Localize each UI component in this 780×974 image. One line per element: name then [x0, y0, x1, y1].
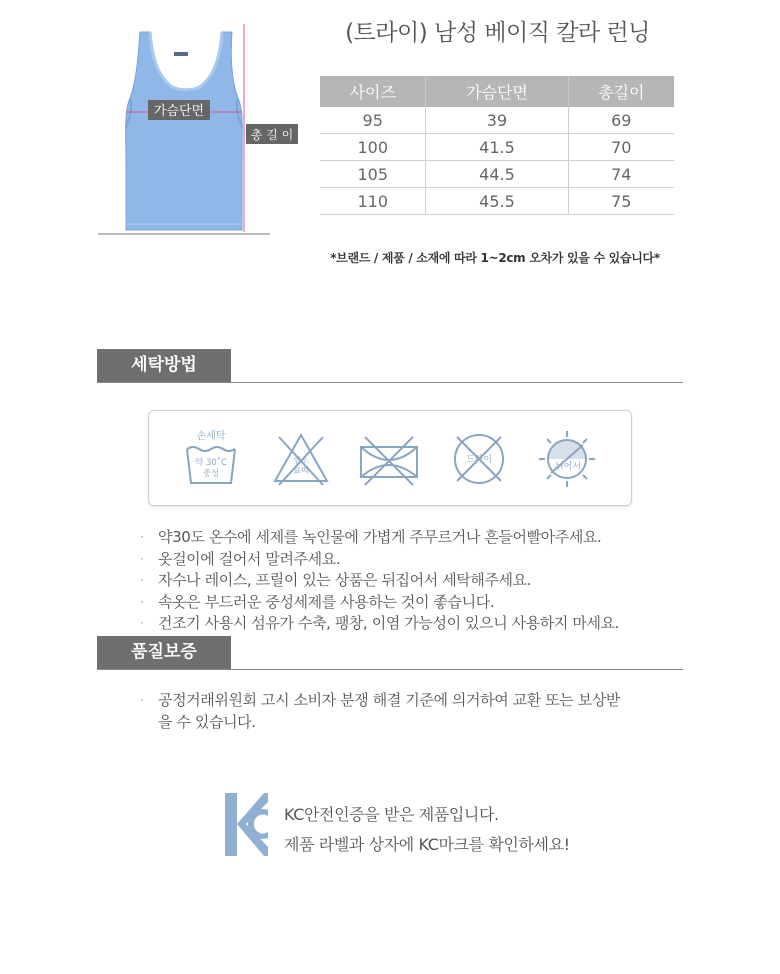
column-header: 총길이	[568, 76, 674, 107]
kc-notice-line-1: KC안전인증을 받은 제품입니다.	[284, 805, 499, 824]
list-item: · 약30도 온수에 세제를 녹인물에 가볍게 주무르거나 흔들어빨아주세요.	[140, 528, 602, 546]
table-cell: 70	[568, 134, 674, 161]
wash-section-title: 세탁방법	[97, 349, 231, 382]
table-cell: 39	[426, 107, 568, 134]
column-header: 가슴단면	[426, 76, 568, 107]
hand-wash-icon	[181, 429, 241, 489]
table-cell: 105	[320, 161, 426, 188]
svg-text:뉘어서: 뉘어서	[554, 462, 582, 472]
no-iron-icon	[359, 429, 419, 489]
table-cell: 95	[320, 107, 426, 134]
table-cell: 110	[320, 188, 426, 215]
quality-section-title: 품질보증	[97, 636, 231, 669]
list-item-text: 공정거래위원회 고시 소비자 분쟁 해결 기준에 의거하여 교환 또는 보상받을 수 있습니다.	[158, 691, 621, 731]
svg-text:약 30˚C: 약 30˚C	[195, 458, 227, 468]
table-cell: 41.5	[426, 134, 568, 161]
kc-certification-logo	[224, 792, 269, 857]
list-item: · 속옷은 부드러운 중성세제를 사용하는 것이 좋습니다.	[140, 592, 495, 611]
list-item: · 건조기 사용시 섬유가 수축, 팽창, 이염 가능성이 있으니 사용하지 마세요.	[140, 614, 620, 632]
table-row	[320, 161, 674, 188]
size-table	[320, 76, 674, 215]
svg-text:드라이: 드라이	[465, 455, 493, 465]
list-item-text: 자수나 레이스, 프릴이 있는 상품은 뒤집어서 세탁해주세요.	[158, 571, 532, 589]
quality-guarantee-list	[140, 690, 660, 733]
chest-label: 가슴단면	[153, 104, 205, 119]
svg-text:손세탁: 손세탁	[196, 431, 226, 442]
shade-dry-icon	[537, 429, 597, 489]
size-tolerance-note: *브랜드 / 제품 / 소재에 따라 1~2cm 오차가 있을 수 있습니다*	[330, 251, 660, 265]
list-item-text: 건조기 사용시 섬유가 수축, 팽창, 이염 가능성이 있으니 사용하지 마세요.	[158, 614, 620, 632]
list-item: · 공정거래위원회 고시 소비자 분쟁 해결 기준에 의거하여 교환 또는 보상받을 수 있습니다.	[140, 690, 660, 733]
wash-section-header	[97, 349, 683, 383]
no-bleach-icon	[271, 429, 331, 489]
table-cell: 74	[568, 161, 674, 188]
quality-section-header	[97, 636, 683, 670]
table-row	[320, 107, 674, 134]
list-item-text: 약30도 온수에 세제를 녹인물에 가볍게 주무르거나 흔들어빨아주세요.	[158, 528, 602, 546]
column-header: 사이즈	[320, 76, 426, 107]
length-label: 총 길 이	[250, 128, 294, 142]
care-icons-box	[148, 410, 632, 506]
table-cell: 45.5	[426, 188, 568, 215]
table-cell: 100	[320, 134, 426, 161]
list-item: · 자수나 레이스, 프릴이 있는 상품은 뒤집어서 세탁해주세요.	[140, 571, 532, 589]
svg-text:염소: 염소	[293, 456, 309, 465]
product-illustration	[98, 20, 294, 238]
table-cell: 75	[568, 188, 674, 215]
no-dry-clean-icon	[449, 429, 509, 489]
list-item-text: 옷걸이에 걸어서 말려주세요.	[158, 549, 341, 568]
svg-text:표백: 표백	[293, 466, 309, 475]
product-title: (트라이) 남성 베이직 칼라 런닝	[345, 20, 650, 46]
table-cell: 44.5	[426, 161, 568, 188]
list-item-text: 속옷은 부드러운 중성세제를 사용하는 것이 좋습니다.	[158, 592, 495, 611]
table-header-row	[320, 76, 674, 107]
table-cell: 69	[568, 107, 674, 134]
svg-text:중성: 중성	[202, 469, 220, 479]
table-row	[320, 188, 674, 215]
list-item: · 옷걸이에 걸어서 말려주세요.	[140, 549, 341, 568]
kc-notice-line-2: 제품 라벨과 상자에 KC마크를 확인하세요!	[284, 835, 570, 854]
wash-instructions-list	[140, 527, 700, 635]
table-row	[320, 134, 674, 161]
